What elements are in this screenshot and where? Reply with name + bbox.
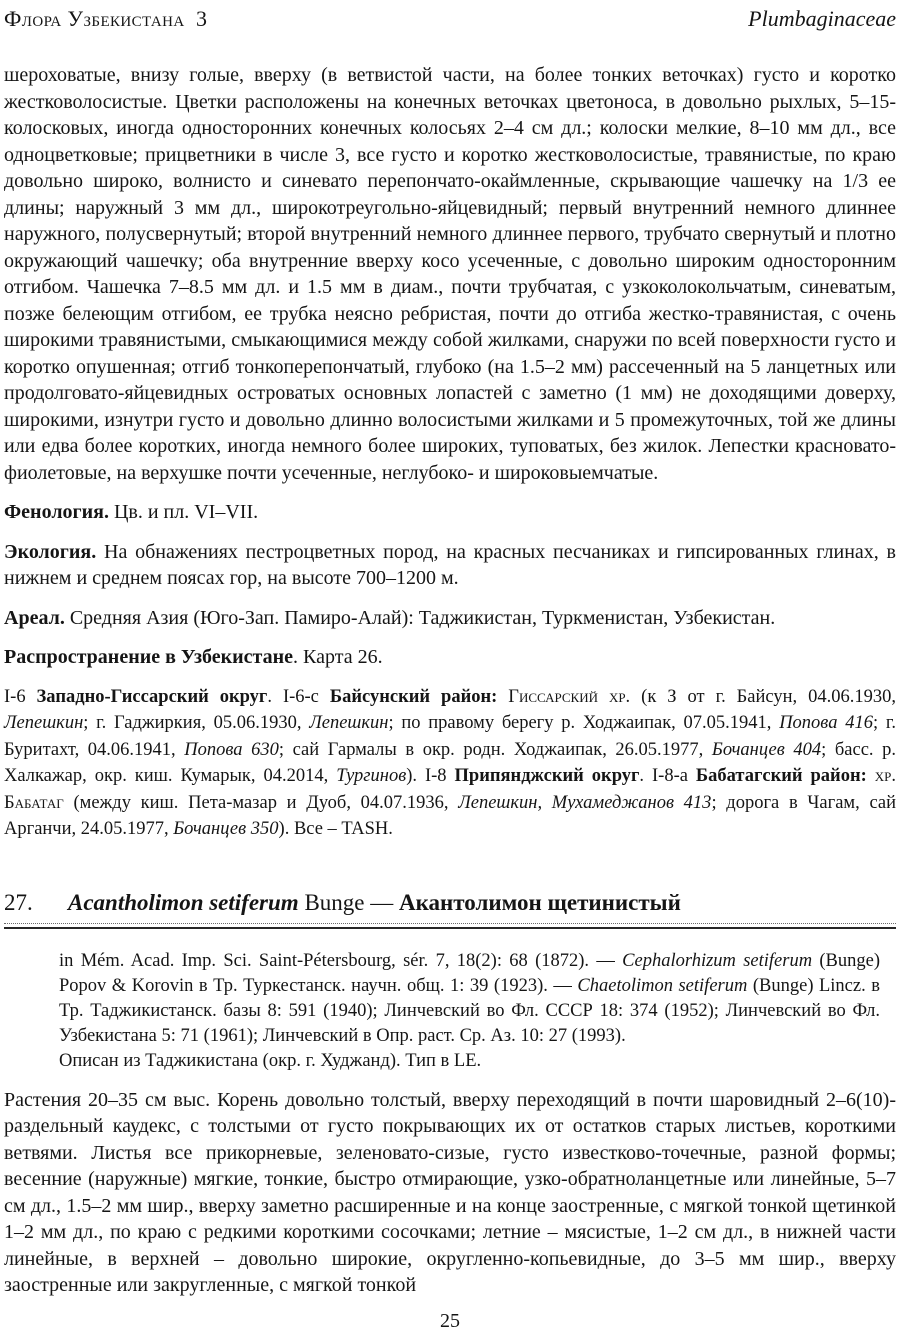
section-ecology: Экология. На обнажениях пестроцветных пород, на красных песчаниках и гипсированных глинах, в нижнем и среднем поясах гор, на высоте 700–1200 м. <box>4 540 896 589</box>
running-header <box>4 6 896 32</box>
section-phenology: Фенология. Цв. и пл. VI–VII. <box>4 501 259 523</box>
paragraph-type-note: Описан из Таджикистана (окр. г. Худжанд). Тип в LE. <box>59 1050 482 1071</box>
synonymy-block <box>59 949 880 1074</box>
species-number: 27. <box>4 889 33 915</box>
paragraph-synonymy: in Mém. Acad. Imp. Sci. Saint-Pétersbourg, sér. 7, 18(2): 68 (1872). — Cephalorhizum setiferum (Bunge) Popov & Korovin в Тр. Туркестанск. научн. общ. 1: 39 (1923). — Chaetolimon setiferum (Bunge) Lincz. в Тр. Таджикистанск. базы 8: 591 (1940); Линчевский во Фл. СССР 18: 374 (1952); Линчевский во Фл. Узбекистана 5: 71 (1961); Линчевский в Опр. раст. Ср. Аз. 10: 27 (1993). <box>59 950 880 1046</box>
page-footer <box>0 1310 900 1333</box>
page-number: 25 <box>440 1310 460 1332</box>
book-title: Флора Узбекистана 3 <box>4 6 208 31</box>
paragraph-description-continued: шероховатые, внизу голые, вверху (в ветвистой части, на более тонких веточках) густо и коротко жестковолосистые. Цветки расположены на конечных веточках цветоноса, в довольно рыхлых, 5–15-колосковых, иногда односторонних конечных колосьях 2–4 см дл.; колоски мелкие, 8–10 мм дл., все одноцветковые; прицветники в числе 3, все густо и коротко жестковолосистые, травянистые, по краю довольно широко, волнисто и синевато перепончато-окаймленные, скрывающие чашечку на 1/3 ее длины; наружный 3 мм дл., широкотреугольно-яйцевидный; первый внутренний немного длиннее наружного, полусвернутый; второй внутренний немного длиннее первого, трубчато свернутый и плотно окружающий чашечку; оба внутренние вверху косо усеченные, с довольно широким односторонним отгибом. Чашечка 7–8.5 мм дл. и 1.5 мм в диам., почти трубчатая, с узкоколокольчатым, синеватым, позже белеющим отгибом, ее трубка неясно ребристая, почти до отгиба жестко-травянистая, с очень широкими травянистыми, смыкающимися между собой жилками, снаружи по всей поверхности густо и коротко опушенная; отгиб тонкоперепончатый, глубоко (на 1.5–2 мм) рассеченный на 5 ланцетных или продолговато-яйцевидных островатых основных лопастей с заметно (1 мм) не доходящими доверху, широкими, изнутри густо и довольно длинно волосистыми жилками и 5 промежуточных, той же длины или едва более коротких, иногда немного более широких, туповатых, без жилок. Лепестки красновато-фиолетовые, на верхушке почти усеченные, неглубоко- и широковыемчатые. <box>4 64 896 484</box>
species-name: Acantholimon setiferum Bunge — Акантолимон щетинистый <box>68 889 681 915</box>
heading-rule <box>4 923 896 929</box>
species-heading <box>4 889 896 917</box>
section-distribution: Распространение в Узбекистане. Карта 26. <box>4 646 383 668</box>
paragraph-specimens: I-6 Западно-Гиссарский округ. I-6-c Байсунский район: Гиссарский хр. (к З от г. Байсун, 04.06.1930, Лепешкин; г. Гаджиркия, 05.06.1930, Лепешкин; по правому берегу р. Ходжаипак, 07.05.1941, Попова 416; г. Буритахт, 04.06.1941, Попова 630; сай Гармалы в окр. родн. Ходжаипак, 26.05.1977, Бочанцев 404; басс. р. Халкажар, окр. киш. Кумарык, 04.2014, Тургинов). I-8 Припянджский округ. I-8-а Бабатагский район: хр. Бабатаг (между киш. Пета-мазар и Дуоб, 04.07.1936, Лепешкин, Мухамеджанов 413; дорога в Чагам, сай Арганчи, 24.05.1977, Бочанцев 350). Все – TASH. <box>4 686 897 839</box>
family-name: Plumbaginaceae <box>748 6 896 31</box>
paragraph-description: Растения 20–35 см выс. Корень довольно толстый, вверху переходящий в почти шаровидный 2–6(10)-раздельный каудекс, с толстыми от густо покрывающих их от остатков старых листьев, короткими ветвями. Листья все прикорневые, зеленовато-сизые, густо известково-точечные, разной формы; весенние (наружные) мягкие, тонкие, быстро отмирающие, узко-обратноланцетные или линейные, 5–7 см дл., 1.5–2 мм шир., вверху заметно расширенные и на конце заостренные, с мягкой тонкой щетинкой 1–2 мм дл., по краю с редкими короткими сосочками; летние – мясистые, 1–2 см дл., в нижней части линейные, в верхней – довольно широкие, округленно-копьевидные, до 3–5 мм шир., вверху заостренные или закругленные, с мягкой тонкой <box>4 1088 896 1296</box>
section-areal: Ареал. Средняя Азия (Юго-Зап. Памиро-Алай): Таджикистан, Туркменистан, Узбекистан. <box>4 606 776 629</box>
